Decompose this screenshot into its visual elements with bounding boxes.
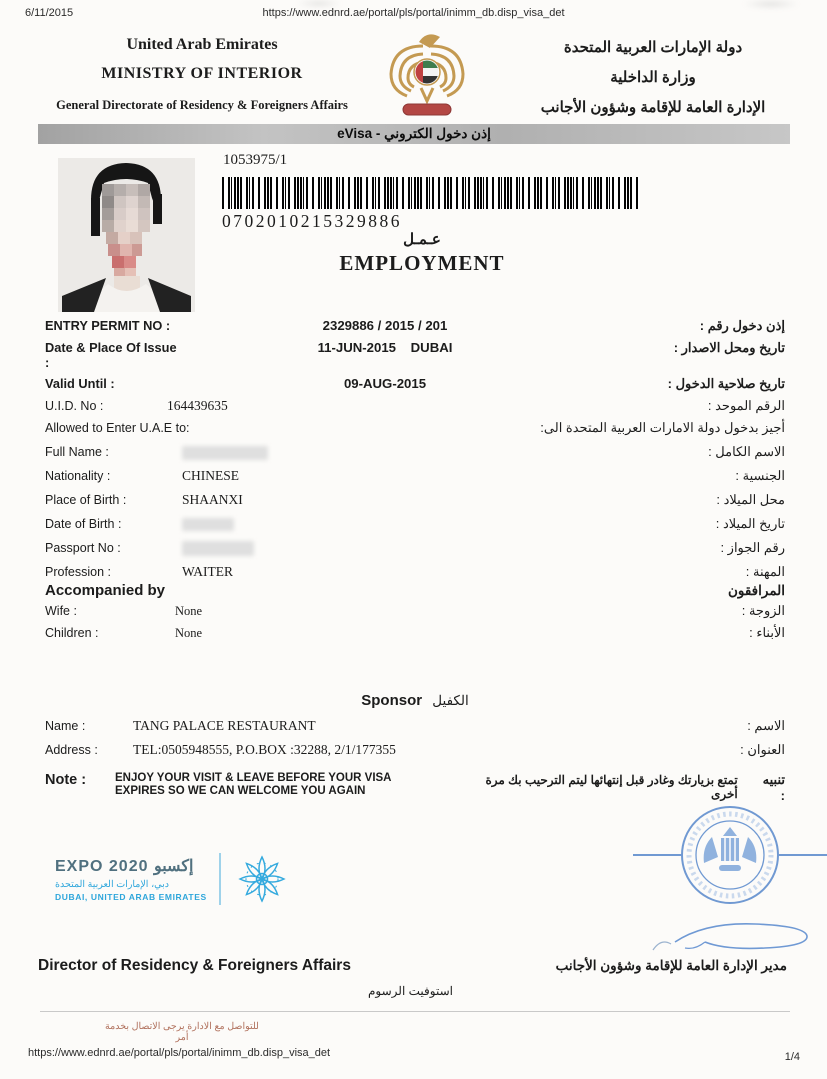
field-label: ENTRY PERMIT NO : [45, 318, 171, 333]
print-footer-url: https://www.ednrd.ae/portal/pls/portal/inimm_db.disp_visa_det [28, 1047, 331, 1059]
field-value: CHINESE [182, 468, 239, 483]
note-text [115, 772, 465, 798]
field-value: 09-AUG-2015 [343, 376, 427, 391]
field-value: TEL:0505948555, P.O.BOX :32288, 2/1/177355 [133, 742, 396, 758]
field-label-ar: تاريخ ومحل الاصدار : [673, 340, 785, 355]
directorate-name: General Directorate of Residency & Foreigners Affairs [56, 98, 348, 112]
field-value [182, 445, 268, 460]
field-label-ar: رقم الجواز : [720, 540, 785, 555]
note-text-line1: ENJOY YOUR VISIT & LEAVE BEFORE YOUR VISA [115, 772, 392, 785]
expo-subtitle-ar: دبي، الإمارات العربية المتحدة [55, 879, 169, 890]
row-allowed-to-enter [45, 420, 785, 436]
field-label: Wife : [45, 604, 77, 619]
field-label-ar: محل الميلاد : [716, 492, 785, 507]
expo-flower-logo-icon [233, 850, 291, 908]
field-value: 164439635 [167, 398, 228, 413]
field-label-ar: تاريخ الميلاد : [715, 516, 785, 531]
visa-type [222, 230, 622, 276]
note-label: Note : [45, 772, 87, 789]
accompanied-section-header [45, 582, 785, 599]
print-header-url: https://www.ednrd.ae/portal/pls/portal/inimm_db.disp_visa_det [262, 7, 565, 19]
expo-title: EXPO 2020 إكسبو [55, 858, 194, 875]
letterhead-english [52, 36, 352, 113]
row-entry-permit-no [45, 318, 785, 334]
field-label: Allowed to Enter U.A.E to: [45, 421, 190, 435]
field-label: Valid Until : [45, 376, 115, 391]
sponsor-title-ar: الكفيل [432, 693, 469, 709]
field-label: Profession : [45, 565, 112, 580]
row-passport-no [45, 540, 785, 556]
field-label-ar: إذن دخول رقم : [699, 318, 785, 333]
field-label-ar: الاسم : [747, 718, 785, 734]
sponsor-rows [45, 718, 785, 758]
scan-smudge [296, 0, 342, 7]
visa-type-arabic: عـمـل [403, 231, 441, 248]
print-date: 6/11/2015 [25, 7, 74, 19]
row-place-of-birth [45, 492, 785, 508]
applicant-photo [58, 158, 195, 312]
field-value [182, 517, 234, 531]
page-number: 1/4 [784, 1051, 800, 1063]
field-label: U.I.D. No : [45, 399, 104, 413]
field-label-ar: أجيز بدخول دولة الامارات العربية المتحدة الى: [540, 420, 785, 435]
row-date-of-birth [45, 516, 785, 532]
ministry-name: MINISTRY OF INTERIOR [101, 65, 303, 82]
barcode-icon [222, 177, 640, 209]
row-sponsor-name [45, 718, 785, 734]
field-label: Children : [45, 626, 99, 641]
redacted-value [182, 541, 254, 556]
director-title-en: Director of Residency & Foreigners Affairs [38, 957, 351, 974]
field-value: SHAANXI [182, 492, 243, 507]
letterhead-arabic [515, 38, 791, 128]
row-children [45, 625, 785, 641]
field-label: Address : [45, 743, 98, 758]
row-nationality [45, 468, 785, 484]
field-label-ar: الجنسية : [735, 468, 785, 483]
field-value: None [175, 626, 203, 641]
evisa-banner-title: eVisa - إذن دخول الكتروني [337, 126, 491, 141]
field-label: Passport No : [45, 541, 121, 555]
field-label-ar: الزوجة : [741, 603, 785, 619]
evisa-banner [38, 124, 790, 144]
field-label: Nationality : [45, 469, 111, 483]
field-label: Place of Birth : [45, 493, 127, 507]
director-signoff [38, 957, 787, 975]
field-value [182, 541, 254, 556]
sponsor-title: Sponsor [361, 692, 423, 710]
ministry-name-ar: وزارة الداخلية [610, 69, 696, 86]
field-value: TANG PALACE RESTAURANT [133, 718, 316, 734]
field-label-ar: العنوان : [740, 742, 785, 758]
ministry-round-stamp-icon [633, 793, 827, 923]
visa-fields [45, 318, 785, 803]
field-label-ar: الاسم الكامل : [708, 444, 785, 459]
director-title-ar: مدير الإدارة العامة للإقامة وشؤون الأجانب [555, 958, 787, 973]
field-label-ar: المهنة : [745, 564, 785, 580]
visa-type-english: EMPLOYMENT [339, 251, 505, 275]
redacted-value [182, 518, 234, 531]
field-label-ar: الرقم الموحد : [707, 398, 785, 413]
expo-2020-logo [55, 850, 291, 908]
sponsor-section-header [45, 692, 785, 709]
note-text-line2: EXPIRES SO WE CAN WELCOME YOU AGAIN [115, 785, 366, 798]
accompanied-rows [45, 603, 785, 641]
row-profession [45, 564, 785, 580]
row-sponsor-address [45, 742, 785, 758]
accompanied-title: Accompanied by [45, 582, 166, 600]
country-name: United Arab Emirates [126, 36, 278, 53]
directorate-name-ar: الإدارة العامة للإقامة وشؤون الأجانب [540, 99, 766, 116]
barcode-number: 0702010215329886 [222, 211, 402, 231]
redacted-value [182, 446, 268, 460]
row-issue-date-place [45, 340, 785, 370]
field-value: 11-JUN-2015 DUBAI [317, 340, 453, 355]
field-label-ar: تاريخ صلاحية الدخول : [667, 376, 785, 391]
footer-divider [40, 1011, 790, 1012]
contact-note-ar: للتواصل مع الادارة يرجى الاتصال بخدمة أمر [105, 1021, 259, 1043]
expo-subtitle-en: DUBAI, UNITED ARAB EMIRATES [55, 892, 207, 902]
row-valid-until [45, 376, 785, 392]
expo-logo-divider [219, 853, 221, 905]
field-value: WAITER [182, 564, 233, 580]
note-text-ar: تمتع بزيارتك وغادر قبل إنتهائها ليتم الترحيب بك مرة أخرى [485, 773, 738, 802]
expo-logo-text [55, 856, 207, 902]
row-full-name [45, 444, 785, 460]
row-wife [45, 603, 785, 619]
field-label: Date & Place Of Issue : [45, 340, 177, 370]
signature-icon [645, 912, 820, 958]
field-label-ar: الأبناء : [749, 625, 785, 641]
row-uid-no [45, 398, 785, 414]
field-value: None [175, 604, 203, 619]
field-label: Full Name : [45, 445, 109, 459]
field-label: Name : [45, 719, 86, 734]
scan-smudge [742, 0, 800, 8]
uae-falcon-emblem-icon [383, 28, 471, 120]
accompanied-title-ar: المرافقون [727, 583, 785, 599]
permit-file-number: 1053975/1 [223, 152, 288, 168]
fees-collected-note-ar: استوفيت الرسوم [368, 984, 453, 998]
field-value: 2329886 / 2015 / 201 [322, 318, 448, 333]
country-name-ar: دولة الإمارات العربية المتحدة [563, 39, 743, 56]
note-label-ar: تنبيه : [762, 772, 785, 804]
field-label: Date of Birth : [45, 517, 122, 531]
